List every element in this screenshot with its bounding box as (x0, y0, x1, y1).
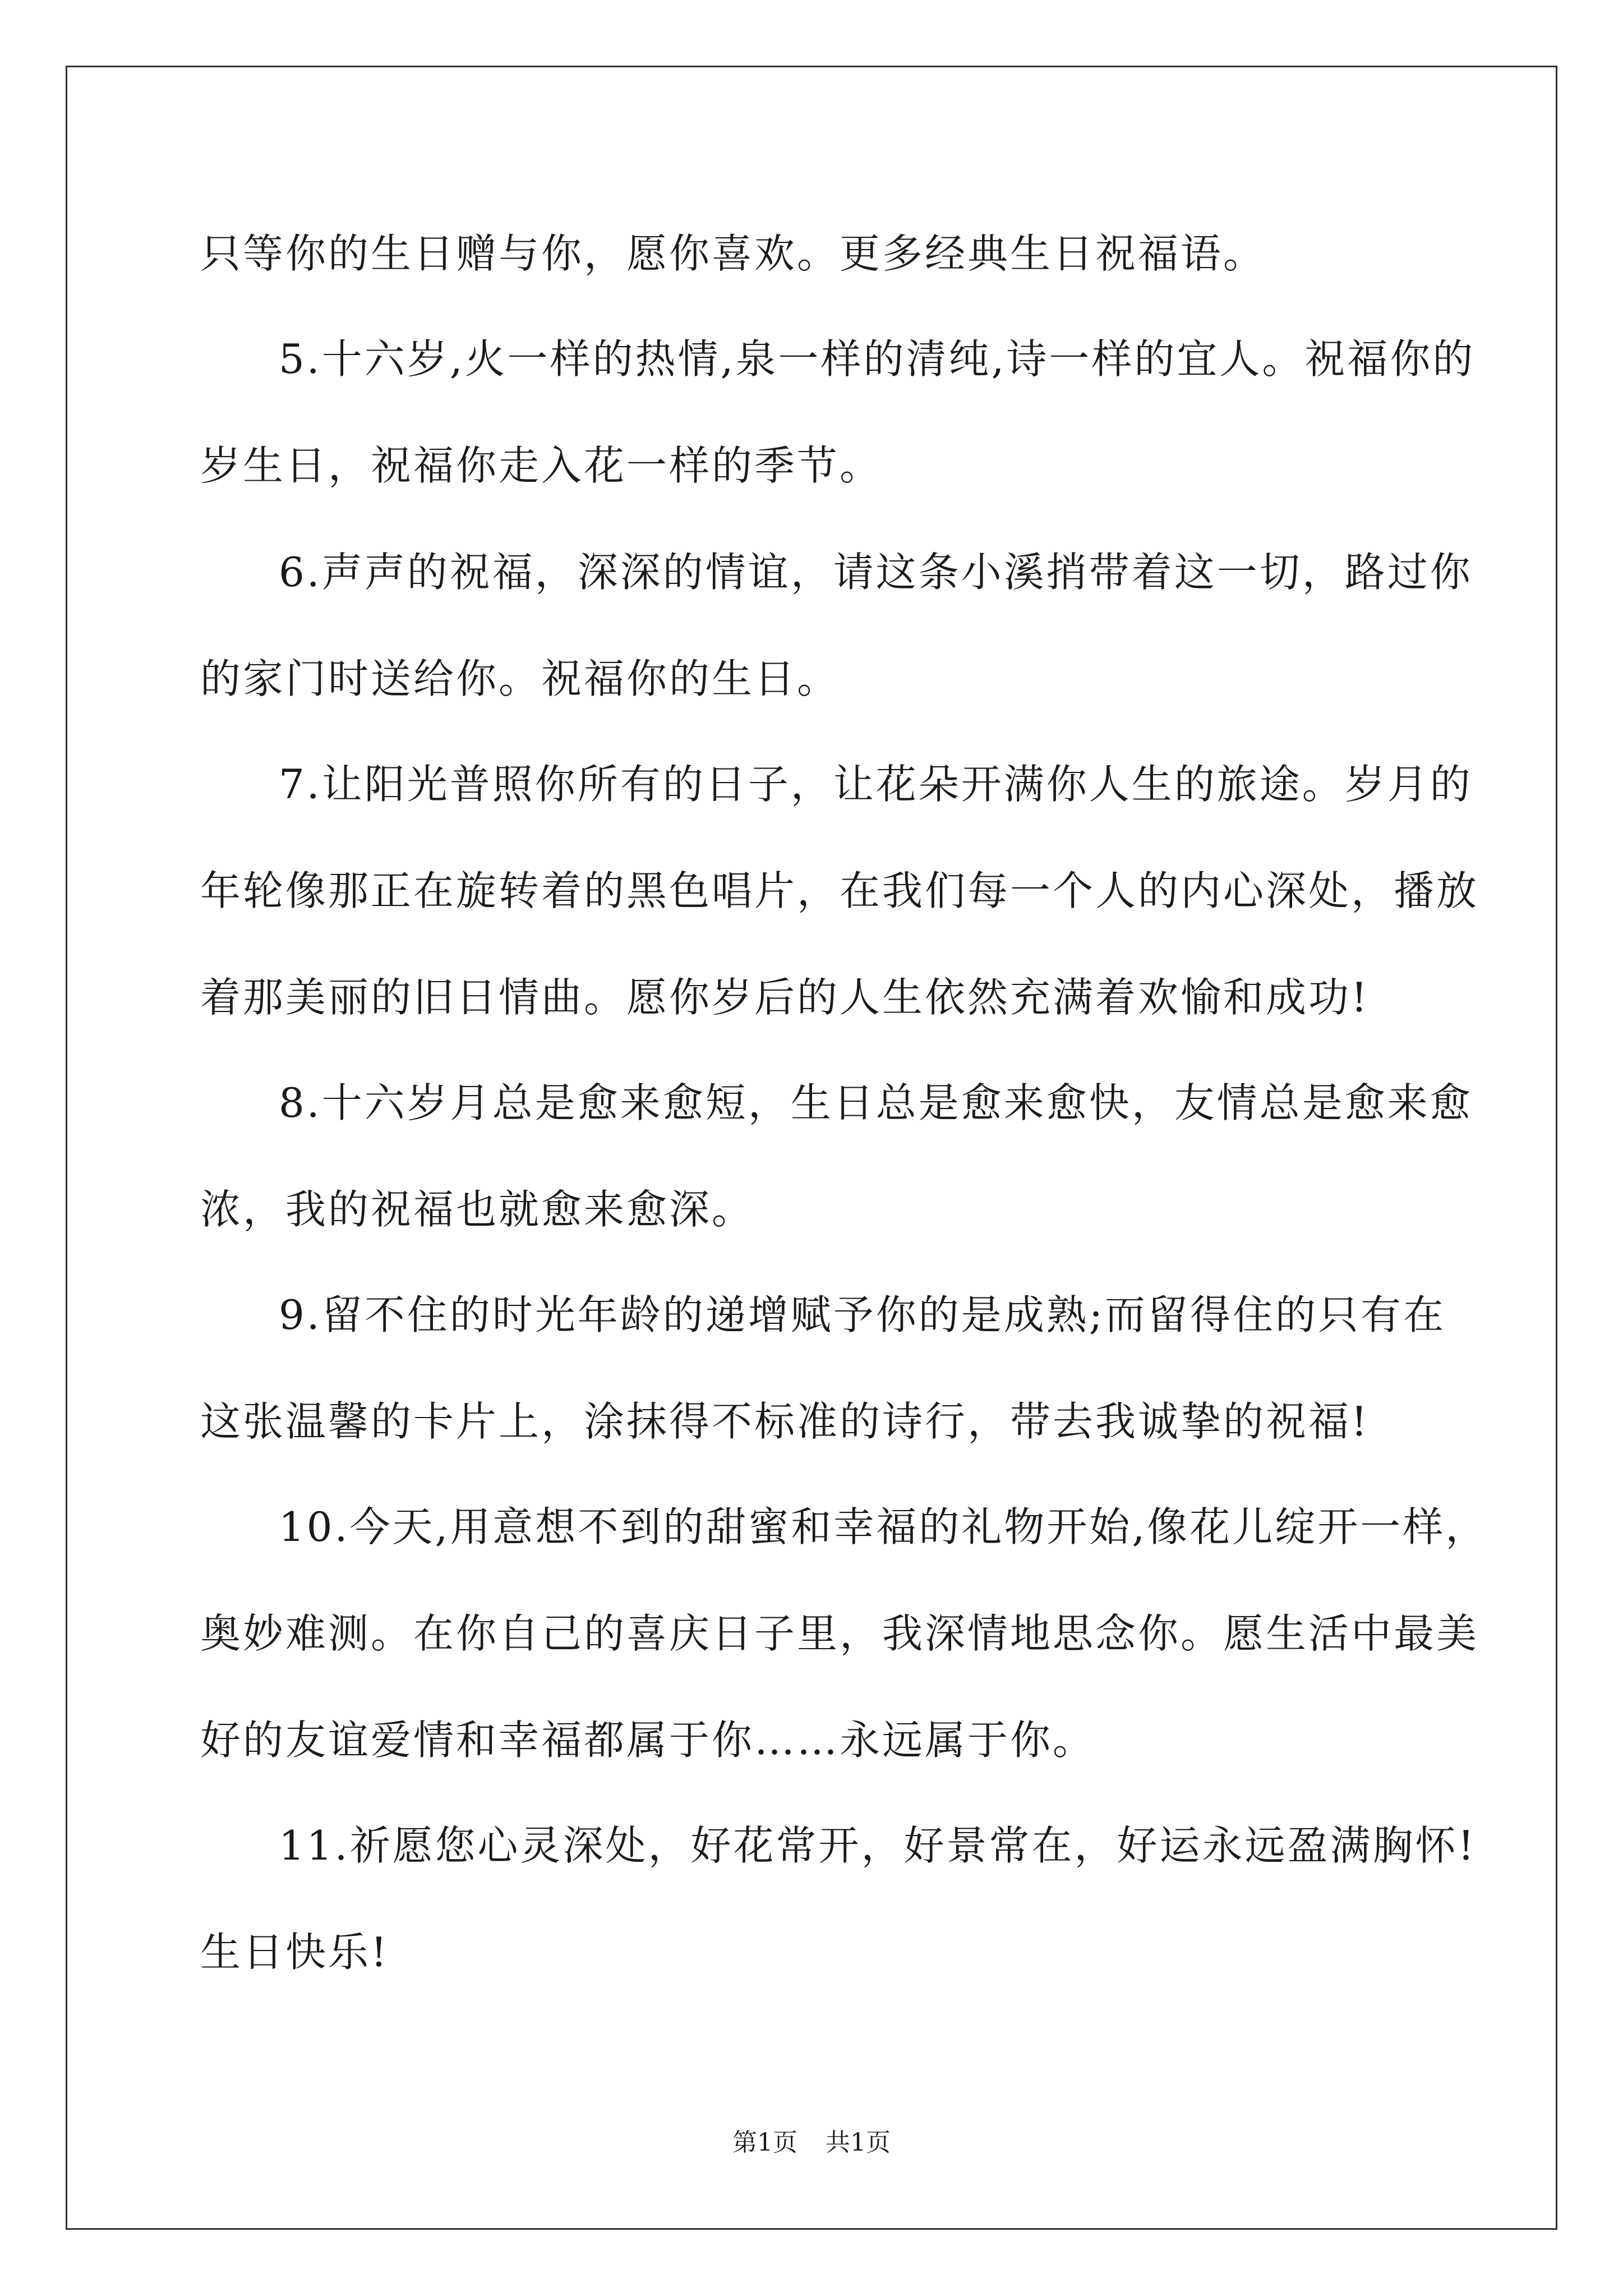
page-total: 共1页 (826, 2128, 891, 2157)
paragraph-10-line-2: 奥妙难测。在你自己的喜庆日子里，我深情地思念你。愿生活中最美 (200, 1610, 1479, 1657)
paragraph-9-line-2: 这张温馨的卡片上，涂抹得不标准的诗行，带去我诚挚的祝福! (200, 1398, 1370, 1445)
paragraph-5-line-2: 岁生日，祝福你走入花一样的季节。 (200, 442, 883, 489)
paragraph-7-line-3: 着那美丽的旧日情曲。愿你岁后的人生依然充满着欢愉和成功! (200, 974, 1370, 1021)
paragraph-8-line-1: 8.十六岁月总是愈来愈短，生日总是愈来愈快，友情总是愈来愈 (279, 1079, 1473, 1126)
text-line: 只等你的生日赠与你，愿你喜欢。更多经典生日祝福语。 (200, 230, 1266, 277)
page-number: 第1页 (732, 2128, 797, 2157)
paragraph-5-line-1: 5.十六岁,火一样的热情,泉一样的清纯,诗一样的宜人。祝福你的 (279, 335, 1476, 383)
paragraph-6-line-2: 的家门时送给你。祝福你的生日。 (200, 655, 840, 702)
page-footer (0, 2126, 1623, 2160)
paragraph-11-line-2: 生日快乐! (200, 1929, 389, 1976)
paragraph-11-line-1: 11.祈愿您心灵深处，好花常开，好景常在，好运永远盈满胸怀! (279, 1822, 1477, 1869)
paragraph-7-line-1: 7.让阳光普照你所有的日子，让花朵开满你人生的旅途。岁月的 (279, 761, 1473, 808)
paragraph-10-line-1: 10.今天,用意想不到的甜蜜和幸福的礼物开始,像花儿绽开一样， (279, 1503, 1488, 1550)
paragraph-10-line-3: 好的友谊爱情和幸福都属于你……永远属于你。 (200, 1717, 1096, 1764)
paragraph-6-line-1: 6.声声的祝福，深深的情谊，请这条小溪捎带着这一切，路过你 (279, 549, 1473, 596)
paragraph-9-line-1: 9.留不住的时光年龄的递增赋予你的是成熟;而留得住的只有在 (279, 1291, 1446, 1338)
page-border (66, 66, 1557, 2230)
paragraph-7-line-2: 年轮像那正在旋转着的黑色唱片，在我们每一个人的内心深处，播放 (200, 867, 1479, 914)
paragraph-8-line-2: 浓，我的祝福也就愈来愈深。 (200, 1186, 755, 1233)
